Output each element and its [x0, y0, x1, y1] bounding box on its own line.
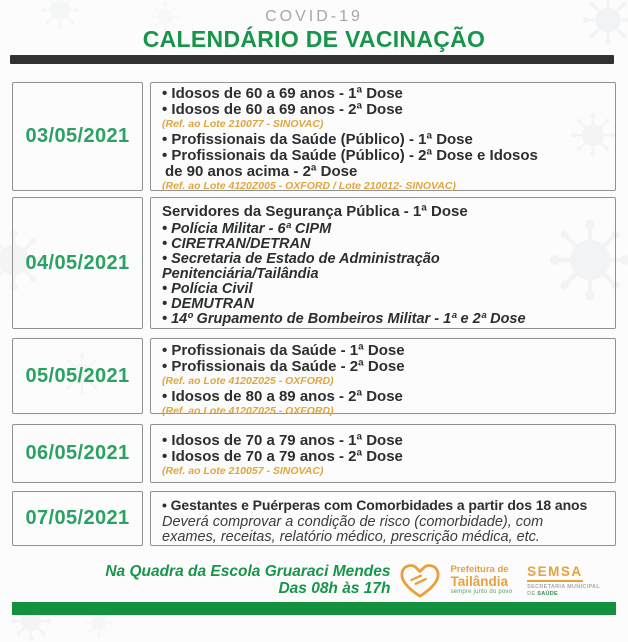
- semsa-subtitle-line2-prefix: DE: [527, 590, 538, 597]
- schedule-note-line: Deverá comprovar a condição de risco (comorbidade), com: [162, 514, 544, 530]
- lot-reference: (Ref. ao Lote 4120Z025 - OXFORD): [162, 404, 334, 417]
- schedule-item-line: • Idosos de 60 a 69 anos - 1ª Dose: [162, 85, 403, 102]
- schedule-item-line: • Polícia Civil: [162, 281, 253, 297]
- lot-reference: (Ref. ao Lote 4120Z005 - OXFORD / Lote 210012- SINOVAC): [162, 179, 456, 192]
- content-cell: [150, 338, 616, 417]
- page-title: CALENDÁRIO DE VACINAÇÃO: [142, 26, 486, 52]
- content-cell: [150, 197, 616, 329]
- schedule-item-line: • DEMUTRAN: [162, 296, 255, 312]
- schedule-item-line: • Idosos de 80 a 89 anos - 2ª Dose: [162, 387, 403, 405]
- event-location: Na Quadra da Escola Gruaraci Mendes: [105, 563, 391, 580]
- schedule-item-line: • 14º Grupamento de Bombeiros Militar - 1ª e 2ª Dose: [162, 311, 526, 327]
- schedule-item-line: de 90 anos acima - 2ª Dose: [165, 162, 358, 180]
- schedule-item-line: • Idosos de 70 a 79 anos - 2ª Dose: [162, 448, 403, 465]
- vaccination-schedule: [0, 82, 628, 546]
- date-label: 07/05/2021: [25, 507, 130, 529]
- table-row: [12, 338, 616, 417]
- semsa-subtitle: [527, 584, 600, 597]
- schedule-item-line: • Profissionais da Saúde (Público) - 2ª Dose e Idosos: [162, 146, 538, 164]
- schedule-item-line: • Polícia Militar - 6ª CIPM: [162, 221, 332, 237]
- table-row: [12, 491, 616, 546]
- schedule-item-line: • CIRETRAN/DETRAN: [162, 236, 311, 252]
- covid19-supertitle: COVID-19: [265, 8, 363, 25]
- poster-header: [0, 0, 628, 64]
- date-label: 06/05/2021: [25, 442, 130, 464]
- schedule-item-line: • Gestantes e Puérperas com Comorbidades a partir dos 18 anos: [162, 497, 588, 513]
- semsa-logo: [527, 563, 600, 597]
- date-label: 05/05/2021: [25, 364, 130, 387]
- schedule-item-line: Penitenciária/Tailândia: [162, 266, 319, 282]
- lot-reference: (Ref. ao Lote 210077 - SINOVAC): [162, 118, 324, 130]
- header-divider-bar: [10, 55, 614, 64]
- date-cell: [12, 82, 143, 191]
- table-row: [12, 424, 616, 483]
- schedule-item-line: • Profissionais da Saúde (Público) - 1ª Dose: [162, 130, 473, 148]
- schedule-item-line: • Secretaria de Estado de Administração: [162, 251, 440, 267]
- event-hours: Das 08h às 17h: [278, 580, 391, 597]
- date-cell: [12, 197, 143, 329]
- date-cell: [12, 491, 143, 546]
- schedule-item-line: • Idosos de 60 a 69 anos - 2ª Dose: [162, 101, 403, 118]
- semsa-subtitle-line2-word: SAÚDE: [537, 590, 559, 597]
- prefeitura-logo-text: [450, 565, 512, 596]
- handshake-heart-logo-icon: [397, 560, 443, 600]
- schedule-item-line: • Idosos de 70 a 79 anos - 1ª Dose: [162, 432, 403, 449]
- date-cell: [12, 424, 143, 483]
- date-label: 04/05/2021: [25, 251, 130, 274]
- lot-reference: (Ref. ao Lote 210057 - SINOVAC): [162, 465, 324, 477]
- semsa-subtitle-line1: SECRETARIA MUNICIPAL: [527, 584, 600, 590]
- prefeitura-label: Prefeitura de: [450, 563, 509, 575]
- content-cell: [150, 491, 616, 546]
- schedule-group-heading: Servidores da Segurança Pública - 1ª Dose: [162, 203, 468, 220]
- bottom-green-bar: [12, 602, 616, 615]
- prefeitura-city: Tailândia: [450, 573, 508, 589]
- content-cell: [150, 424, 616, 483]
- table-row: [12, 82, 616, 191]
- prefeitura-slogan: sempre junto do povo: [450, 588, 513, 595]
- date-cell: [12, 338, 143, 414]
- schedule-note-line: exames, receitas, relatório médico, prescrição médica, etc.: [162, 528, 540, 545]
- schedule-item-line: • Profissionais da Saúde - 1ª Dose: [162, 342, 405, 359]
- event-location-hours: [105, 563, 390, 597]
- lot-reference: (Ref. ao Lote 4120Z025 - OXFORD): [162, 375, 334, 387]
- schedule-item-line: • Profissionais da Saúde - 2ª Dose: [162, 358, 405, 375]
- semsa-acronym: SEMSA: [527, 565, 583, 582]
- poster-footer: [0, 560, 628, 600]
- table-row: [12, 197, 616, 329]
- content-cell: [150, 82, 616, 191]
- date-label: 03/05/2021: [25, 125, 130, 147]
